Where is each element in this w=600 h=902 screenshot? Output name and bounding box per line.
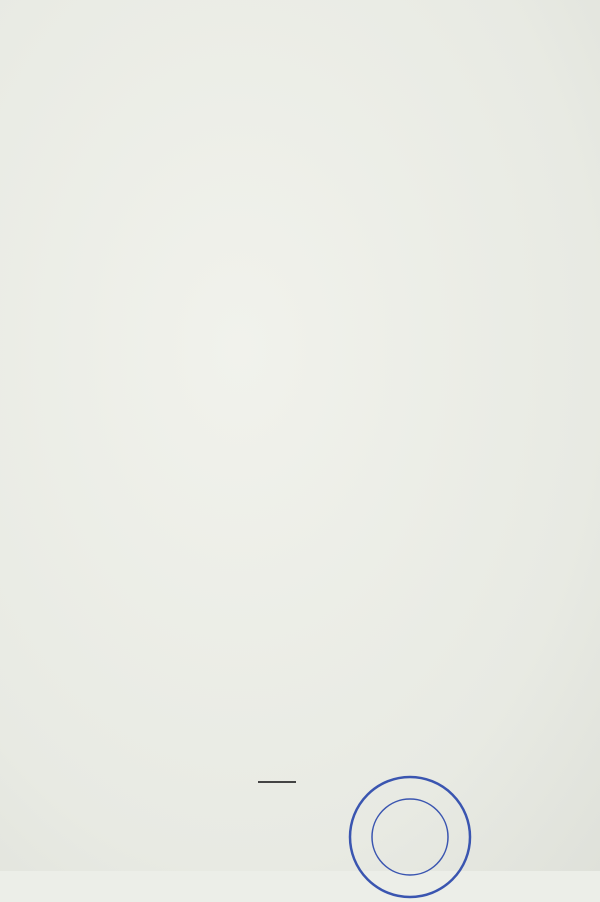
end-rule <box>258 781 296 783</box>
library-seal <box>345 772 475 902</box>
advocate-stamp <box>370 14 590 104</box>
